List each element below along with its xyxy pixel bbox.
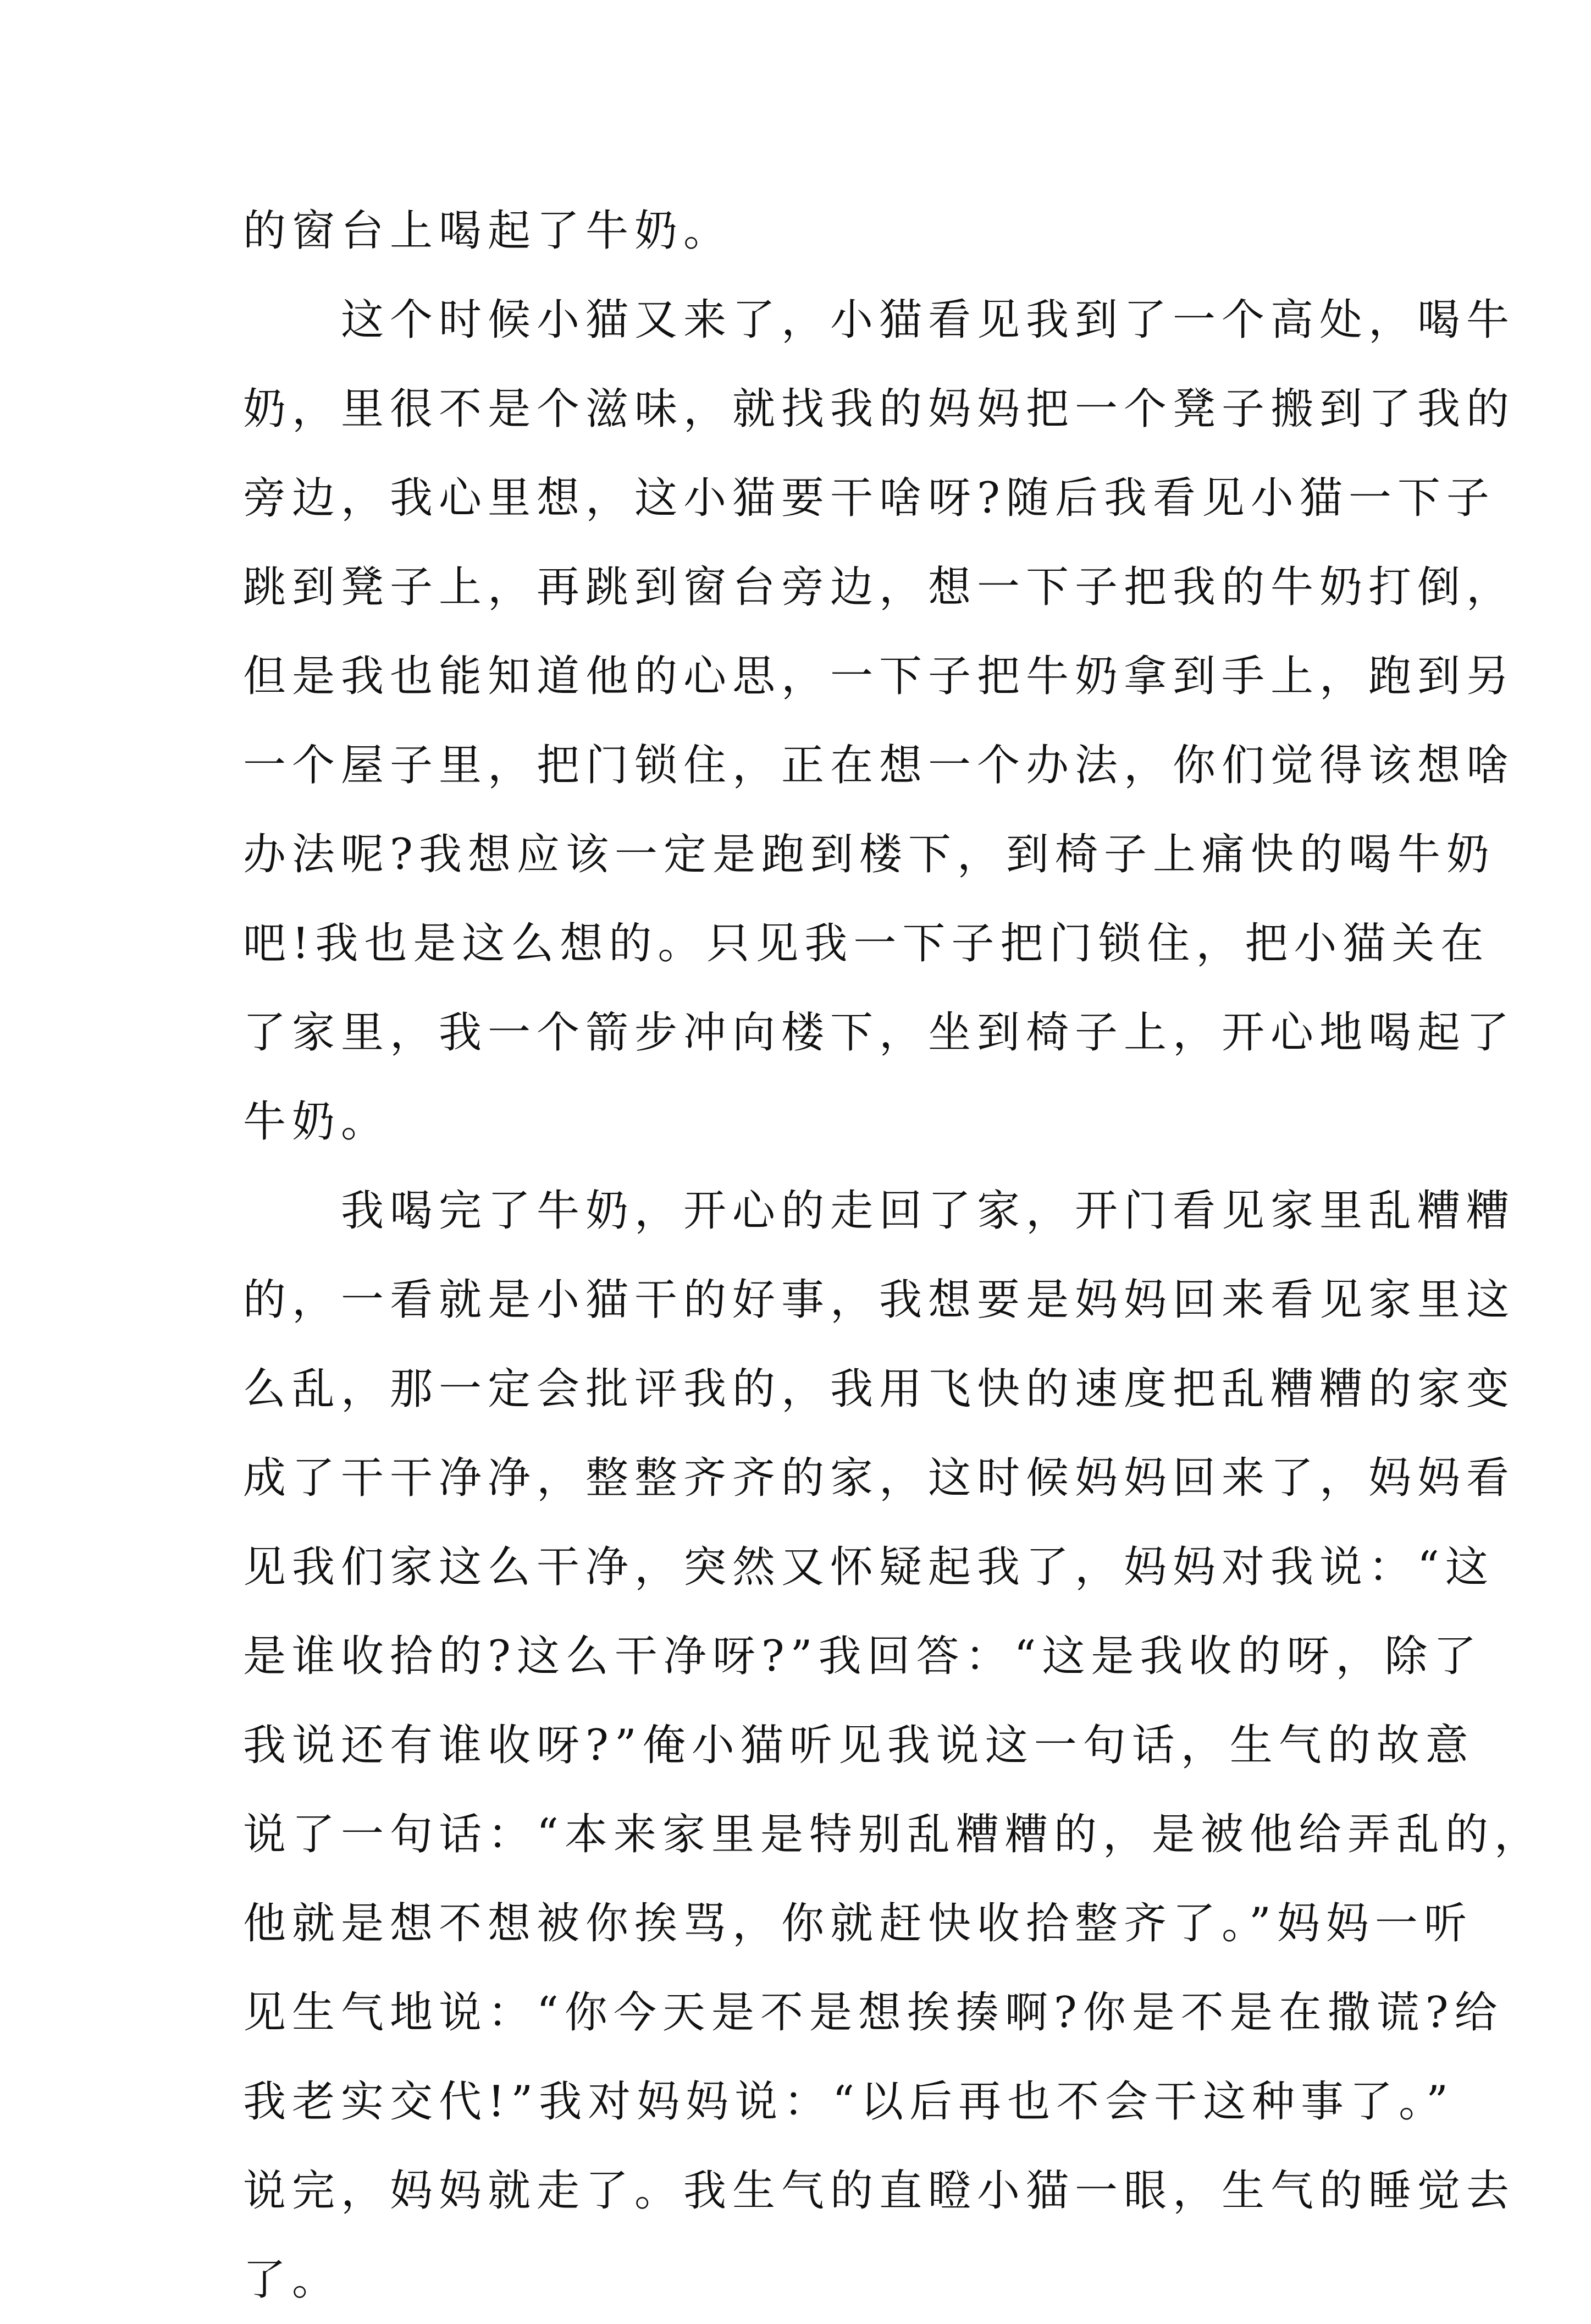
text-line: 但是我也能知道他的心思，一下子把牛奶拿到手上，跑到另: [243, 652, 1516, 701]
text-line: 跳到凳子上，再跳到窗台旁边，想一下子把我的牛奶打倒，: [243, 563, 1516, 612]
text-line: 了家里，我一个箭步冲向楼下，坐到椅子上，开心地喝起了: [243, 1008, 1516, 1058]
text-line: 我喝完了牛奶，开心的走回了家，开门看见家里乱糟糟: [243, 1186, 1516, 1236]
text-line: 办法呢?我想应该一定是跑到楼下，到椅子上痛快的喝牛奶: [243, 830, 1495, 879]
text-line: 吧!我也是这么想的。只见我一下子把门锁住，把小猫关在: [243, 919, 1490, 968]
text-line: 的，一看就是小猫干的好事，我想要是妈妈回来看见家里这: [243, 1275, 1516, 1325]
text-line: 成了干干净净，整整齐齐的家，这时候妈妈回来了，妈妈看: [243, 1453, 1516, 1503]
text-line: 一个屋子里，把门锁住，正在想一个办法，你们觉得该想啥: [243, 741, 1516, 790]
text-line: 说完，妈妈就走了。我生气的直瞪小猫一眼，生气的睡觉去: [243, 2166, 1516, 2216]
text-line: 么乱，那一定会批评我的，我用飞快的速度把乱糟糟的家变: [243, 1364, 1516, 1414]
text-line: 这个时候小猫又来了，小猫看见我到了一个高处，喝牛: [243, 295, 1516, 345]
text-line: 我老实交代!”我对妈妈说：“以后再也不会干这种事了。”: [243, 2077, 1454, 2127]
text-line: 的窗台上喝起了牛奶。: [243, 206, 733, 256]
text-line: 见我们家这么干净，突然又怀疑起我了，妈妈对我说：“这: [243, 1543, 1494, 1592]
text-line: 我说还有谁收呀?”俺小猫听见我说这一句话，生气的故意: [243, 1721, 1474, 1770]
text-line: 旁边，我心里想，这小猫要干啥呀?随后我看见小猫一下子: [243, 473, 1495, 523]
text-line: 是谁收拾的?这么干净呀?”我回答：“这是我收的呀，除了: [243, 1632, 1483, 1681]
text-line: 他就是想不想被你挨骂，你就赶快收拾整齐了。”妈妈一听: [243, 1899, 1473, 1948]
text-line: 说了一句话：“本来家里是特别乱糟糟的，是被他给弄乱的，: [243, 1810, 1543, 1859]
text-line: 牛奶。: [243, 1097, 390, 1147]
text-line: 了。: [243, 2255, 341, 2305]
text-line: 奶，里很不是个滋味，就找我的妈妈把一个凳子搬到了我的: [243, 384, 1516, 434]
text-line: 见生气地说：“你今天是不是想挨揍啊?你是不是在撒谎?给: [243, 1988, 1504, 2037]
